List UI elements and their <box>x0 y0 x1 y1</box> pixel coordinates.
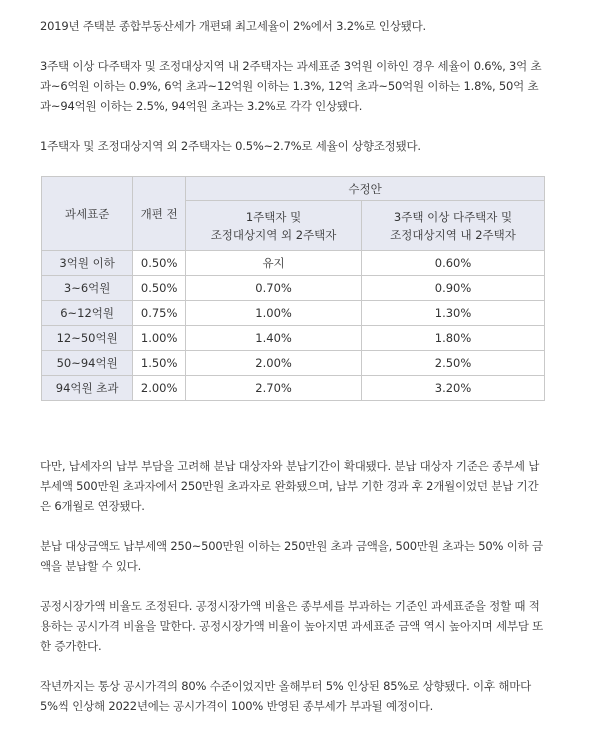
cell-before: 1.00% <box>133 326 186 351</box>
cell-bracket: 6~12억원 <box>42 301 133 326</box>
table-row <box>42 251 545 276</box>
cell-multi-home-rate: 0.90% <box>362 276 545 301</box>
cell-single-home-rate: 유지 <box>186 251 362 276</box>
cell-before: 1.50% <box>133 351 186 376</box>
cell-before: 0.75% <box>133 301 186 326</box>
paragraph-fair-market-ratio: 공정시장가액 비율도 조정된다. 공정시장가액 비율은 종부세를 부과하는 기준인 과세표준을 정할 때 적용하는 공시가격 비율을 말한다. 공정시장가액 비율이 높아지면 과세표준 금액 역시 높아지며 세부담 또한 증가한다. <box>40 599 544 653</box>
cell-bracket: 3억원 이하 <box>42 251 133 276</box>
paragraph-installment-amount: 분납 대상금액도 납부세액 250~500만원 이하는 250만원 초과 금액을, 500만원 초과는 50% 이하 금액을 분납할 수 있다. <box>40 539 543 573</box>
cell-bracket: 94억원 초과 <box>42 376 133 401</box>
cell-multi-home-rate: 3.20% <box>362 376 545 401</box>
header-single-home: 1주택자 및 조정대상지역 외 2주택자 <box>186 201 362 251</box>
cell-multi-home-rate: 0.60% <box>362 251 545 276</box>
cell-before: 0.50% <box>133 276 186 301</box>
cell-multi-home-rate: 1.80% <box>362 326 545 351</box>
paragraph-multi-home-rates: 3주택 이상 다주택자 및 조정대상지역 내 2주택자는 과세표준 3억원 이하인 경우 세율이 0.6%, 3억 초과~6억원 이하는 0.9%, 6억 초과~12억원 이하는 1.3%, 12억 초과~50억원 이하는 1.8%, 50억 초과~94억원 이하는 2.5%, 94억원 초과는 3.2%로 각각 인상됐다. <box>40 59 542 113</box>
table-row <box>42 376 545 401</box>
cell-single-home-rate: 1.40% <box>186 326 362 351</box>
paragraph-intro: 2019년 주택분 종합부동산세가 개편돼 최고세율이 2%에서 3.2%로 인상됐다. <box>40 19 427 33</box>
cell-before: 2.00% <box>133 376 186 401</box>
cell-before: 0.50% <box>133 251 186 276</box>
cell-single-home-rate: 2.00% <box>186 351 362 376</box>
cell-multi-home-rate: 1.30% <box>362 301 545 326</box>
cell-bracket: 3~6억원 <box>42 276 133 301</box>
paragraph-ratio-schedule: 작년까지는 통상 공시가격의 80% 수준이었지만 올해부터 5% 인상된 85%로 상향됐다. 이후 해마다 5%씩 인상해 2022년에는 공시가격이 100% 반영된 종부세가 부과될 예정이다. <box>40 679 532 713</box>
tax-rate-table <box>41 176 545 401</box>
header-revision-group: 수정안 <box>186 177 545 201</box>
header-before-reform: 개편 전 <box>133 177 186 251</box>
table-row <box>42 351 545 376</box>
cell-single-home-rate: 2.70% <box>186 376 362 401</box>
cell-multi-home-rate: 2.50% <box>362 351 545 376</box>
paragraph-installment-expansion: 다만, 납세자의 납부 부담을 고려해 분납 대상자와 분납기간이 확대됐다. 분납 대상자 기준은 종부세 납부세액 500만원 초과자에서 250만원 초과자로 완화됐으며, 납부 기한 경과 후 2개월이었던 분납 기간은 6개월로 연장됐다. <box>40 459 540 513</box>
cell-single-home-rate: 0.70% <box>186 276 362 301</box>
paragraph-single-home-rates: 1주택자 및 조정대상지역 외 2주택자는 0.5%~2.7%로 세율이 상향조정됐다. <box>40 139 421 153</box>
cell-bracket: 50~94억원 <box>42 351 133 376</box>
table-row <box>42 326 545 351</box>
header-multi-home: 3주택 이상 다주택자 및 조정대상지역 내 2주택자 <box>362 201 545 251</box>
cell-bracket: 12~50억원 <box>42 326 133 351</box>
table-row <box>42 276 545 301</box>
table-row <box>42 301 545 326</box>
header-tax-base: 과세표준 <box>42 177 133 251</box>
cell-single-home-rate: 1.00% <box>186 301 362 326</box>
